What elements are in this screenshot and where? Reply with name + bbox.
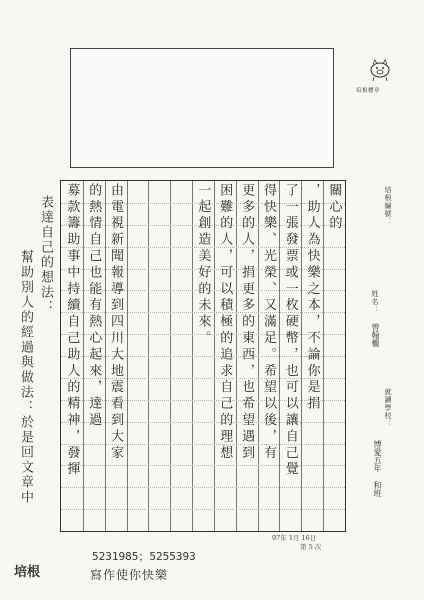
grid-column-text: 了一張發票或一枚硬幣，也可以讓自己覺 [282, 183, 298, 479]
class-label: 培根編號： [384, 186, 392, 226]
grid-column-text: 困難的人，可以積極的追求自己的理想 [217, 183, 233, 462]
school-value: 博愛五年 和班 [373, 440, 382, 497]
grid-row-guide [61, 465, 345, 466]
left-note-2: 幫助別人的經過與做法：於是回文章中 [18, 250, 33, 505]
writing-grid [60, 180, 346, 532]
footer-page: 第 5 次 [300, 543, 322, 551]
footer-brand: 培根 [14, 565, 41, 580]
grid-column-text: ，助人為快樂之本，不論你是捐 [304, 183, 320, 413]
footer-phone: 5231985；5255393 [92, 550, 196, 563]
grid-row-guide [61, 444, 345, 445]
grid-column-text: 由電視新聞報導到四川大地震看到大家 [108, 183, 124, 462]
left-note-1: 表達自己的想法： [38, 195, 53, 315]
school-label: 就讀學校： [384, 388, 392, 428]
grid-column-text: 一起創造美好的未來。 [195, 183, 211, 347]
name-value: 曾翰櫳 [371, 323, 380, 347]
grid-column-text: 更多的人，捐更多的東西，也希望遇到 [239, 183, 255, 462]
grid-column-text: 募款籌助事中持續自己助人的精神，發揮 [64, 183, 80, 479]
name-label: 姓名： [371, 290, 379, 314]
stamp-caption: 培根標章 [356, 88, 381, 94]
footer-slogan: 寫作使你快樂 [90, 568, 169, 582]
grid-row-guide [61, 509, 345, 510]
grid-column-text: 的熱情自己也能有熱心起來，達過 [86, 183, 102, 429]
footer-date: 97年 1月 16日 [272, 534, 317, 542]
grid-row-guide [61, 487, 345, 488]
stamp-box [70, 48, 334, 168]
grid-column-text: 得快樂、光榮、又滿足。希望以後，有 [260, 183, 276, 462]
pig-mascot-icon [366, 55, 394, 83]
grid-column-text: 關心的 [326, 183, 342, 233]
